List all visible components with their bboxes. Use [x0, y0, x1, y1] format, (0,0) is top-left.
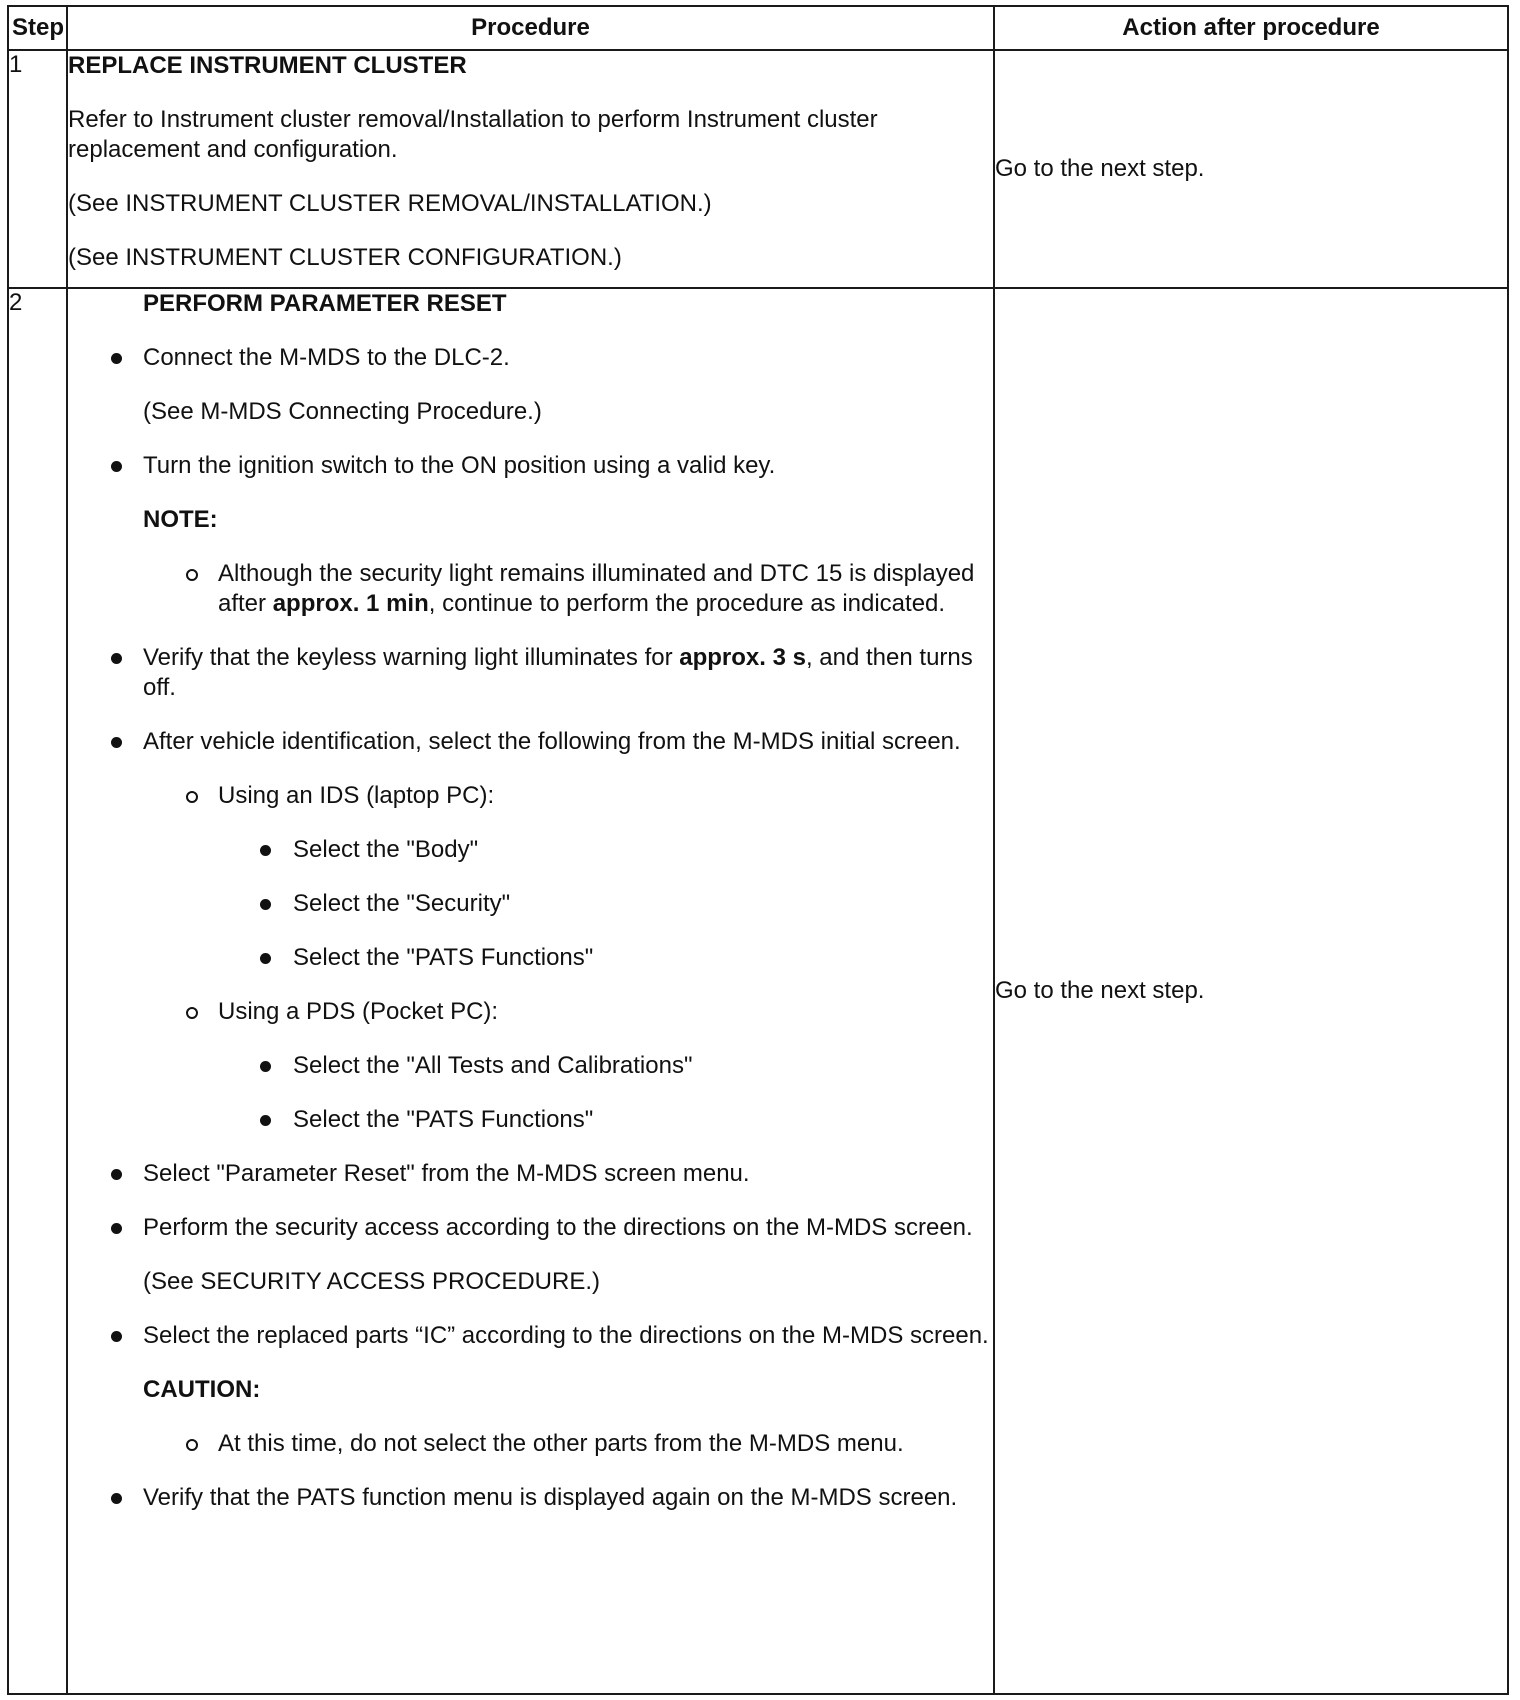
- list-item: [68, 1429, 993, 1459]
- item-text: Verify that the PATS function menu is displayed again on the M-MDS screen.: [143, 1484, 958, 1511]
- note-label: NOTE:: [143, 506, 218, 533]
- reference-text: (See INSTRUMENT CLUSTER CONFIGURATION.): [68, 244, 622, 271]
- list-item: [68, 1321, 993, 1351]
- caution-text: At this time, do not select the other parts from the M-MDS menu.: [218, 1430, 904, 1457]
- list-item: [68, 1051, 993, 1081]
- item-text: Select the "PATS Functions": [293, 1106, 594, 1133]
- bullet-icon: [111, 1169, 122, 1180]
- caution-label: CAUTION:: [143, 1376, 261, 1403]
- bullet-icon: [111, 353, 122, 364]
- list-item: [68, 835, 993, 865]
- item-text: Connect the M-MDS to the DLC-2.: [143, 344, 510, 371]
- action-cell: Go to the next step.: [994, 50, 1508, 288]
- procedure-cell: [67, 50, 994, 288]
- item-text: Perform the security access according to the directions on the M-MDS screen.: [143, 1214, 973, 1241]
- table-row-step-1: [8, 50, 1508, 288]
- list-item: [68, 943, 993, 973]
- bullet-icon: [111, 653, 122, 664]
- list-item: [68, 1105, 993, 1135]
- note-text: Although the security light remains illuminated and DTC 15 is displayed after approx. 1 min, continue to perform the procedure as indicated.: [218, 560, 975, 617]
- header-row: [8, 6, 1508, 50]
- item-text: Select the replaced parts “IC” according to the directions on the M-MDS screen.: [143, 1322, 989, 1349]
- bullet-icon: [260, 1061, 271, 1072]
- bullet-icon: [111, 1331, 122, 1342]
- item-text: After vehicle identification, select the following from the M-MDS initial screen.: [143, 728, 961, 755]
- header-action: Action after procedure: [994, 6, 1508, 50]
- list-item: [68, 1213, 993, 1243]
- item-text: Turn the ignition switch to the ON position using a valid key.: [143, 452, 776, 479]
- item-text: Select the "PATS Functions": [293, 944, 594, 971]
- bullet-icon: [260, 845, 271, 856]
- bullet-icon: [111, 461, 122, 472]
- bullet-icon: [260, 899, 271, 910]
- list-item: [68, 559, 993, 619]
- bullet-icon: [260, 953, 271, 964]
- reference-text: (See M-MDS Connecting Procedure.): [143, 398, 542, 425]
- hollow-bullet-icon: [186, 791, 198, 803]
- list-item: [68, 727, 993, 757]
- bullet-icon: [111, 737, 122, 748]
- table-row-step-2: [8, 288, 1508, 1694]
- item-text: Select the "All Tests and Calibrations": [293, 1052, 693, 1079]
- list-item: [68, 889, 993, 919]
- hollow-bullet-icon: [186, 1439, 198, 1451]
- reference-text: (See INSTRUMENT CLUSTER REMOVAL/INSTALLATION.): [68, 190, 712, 217]
- item-text: Select the "Security": [293, 890, 511, 917]
- reference-text: (See SECURITY ACCESS PROCEDURE.): [143, 1268, 600, 1295]
- item-text: Select the "Body": [293, 836, 479, 863]
- list-item: [68, 451, 993, 481]
- item-text: Select "Parameter Reset" from the M-MDS screen menu.: [143, 1160, 750, 1187]
- step-title: REPLACE INSTRUMENT CLUSTER: [68, 52, 467, 79]
- list-item: [68, 781, 993, 811]
- bullet-icon: [260, 1115, 271, 1126]
- list-item: [68, 343, 993, 373]
- header-procedure: Procedure: [67, 6, 994, 50]
- list-item: [68, 1483, 993, 1513]
- action-cell: Go to the next step.: [994, 288, 1508, 1694]
- bullet-icon: [111, 1493, 122, 1504]
- list-item: [68, 643, 993, 703]
- paragraph: Refer to Instrument cluster removal/Installation to perform Instrument cluster replacement and configuration.: [68, 106, 878, 163]
- list-item: [68, 997, 993, 1027]
- hollow-bullet-icon: [186, 569, 198, 581]
- step-number: 2: [8, 288, 67, 1694]
- step-number: 1: [8, 50, 67, 288]
- header-step: Step: [8, 6, 67, 50]
- item-text: Using an IDS (laptop PC):: [218, 782, 495, 809]
- item-text: Verify that the keyless warning light illuminates for approx. 3 s, and then turns off.: [143, 644, 973, 701]
- procedure-cell: [67, 288, 994, 1694]
- item-text: Using a PDS (Pocket PC):: [218, 998, 499, 1025]
- bullet-icon: [111, 1223, 122, 1234]
- procedure-table: [7, 5, 1509, 1695]
- list-item: [68, 1159, 993, 1189]
- hollow-bullet-icon: [186, 1007, 198, 1019]
- step-title: PERFORM PARAMETER RESET: [143, 290, 507, 317]
